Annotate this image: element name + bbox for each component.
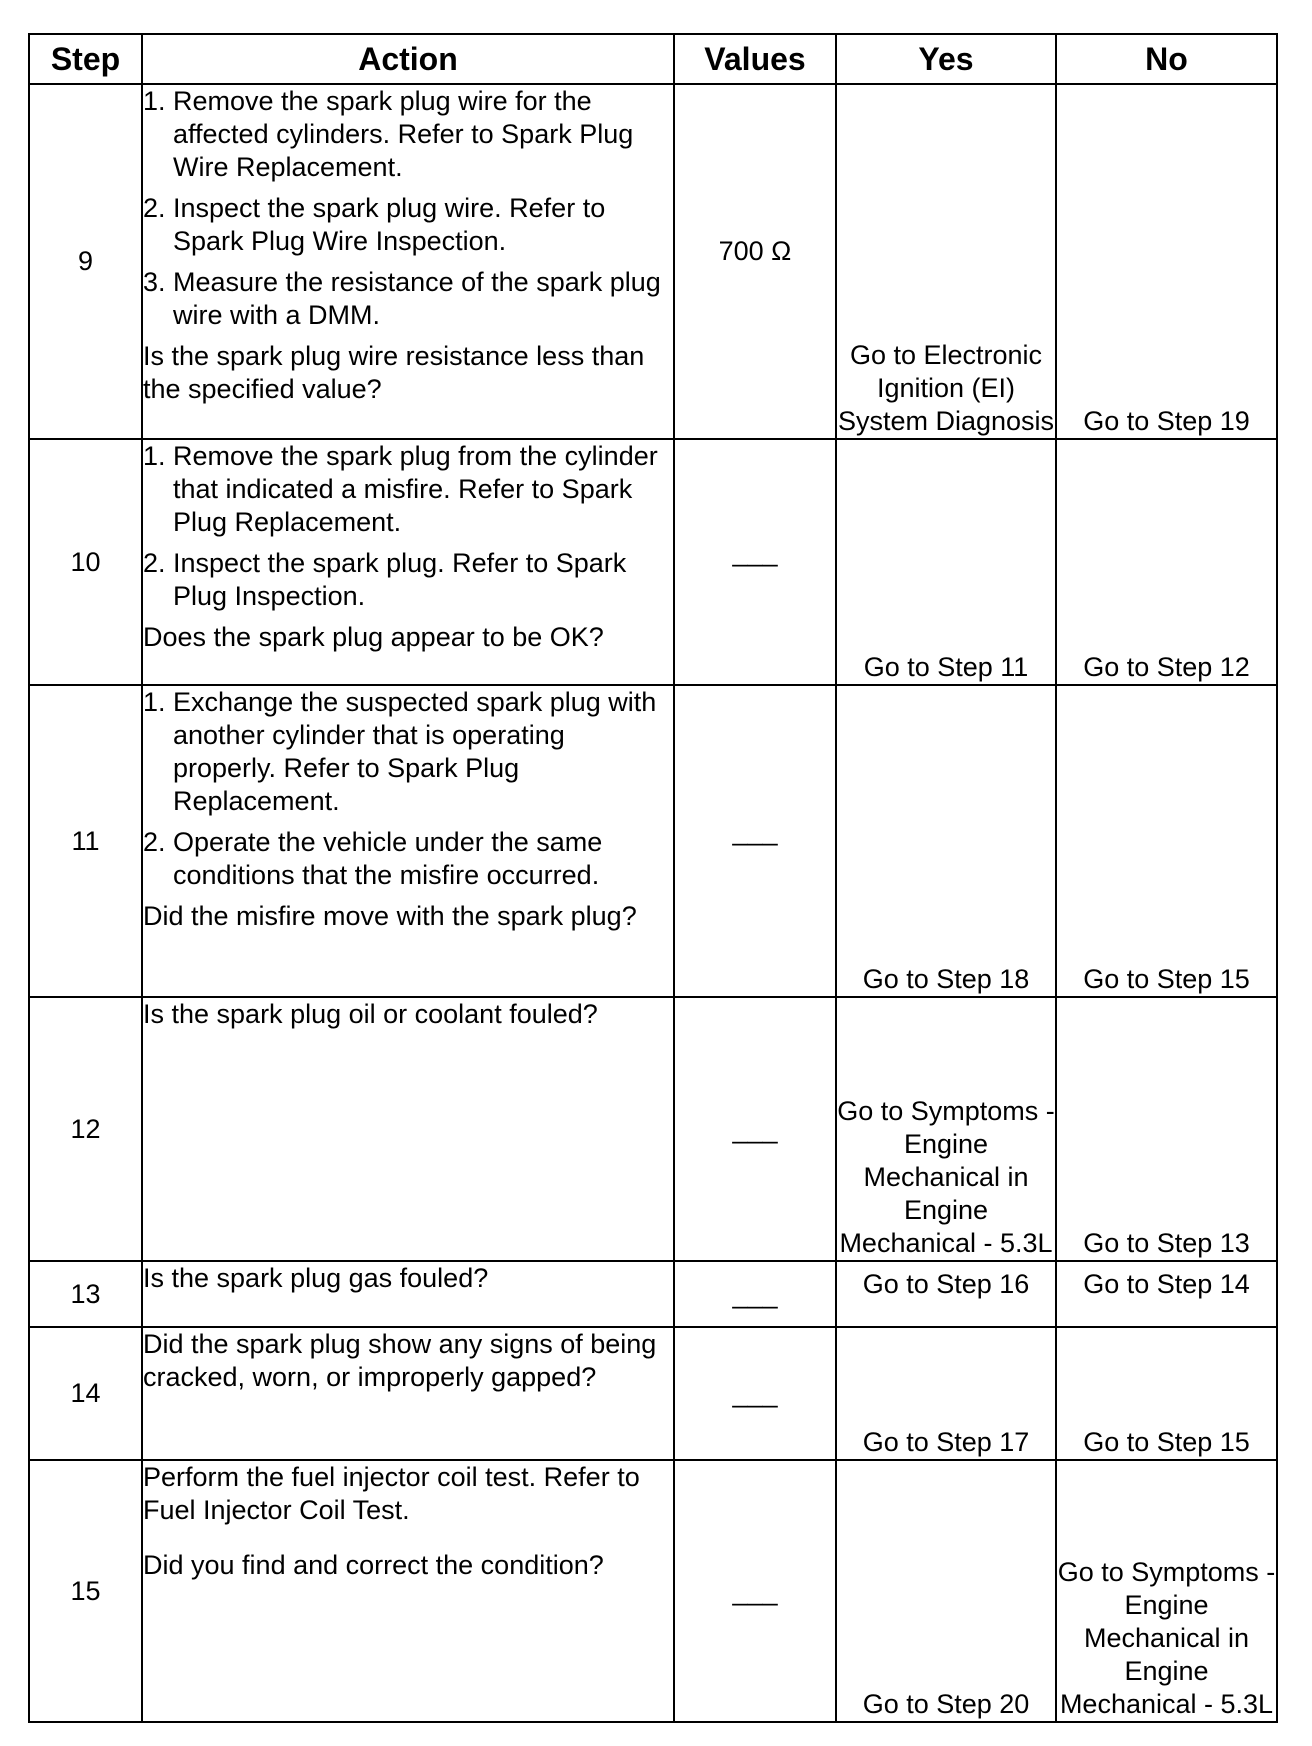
action-question: Is the spark plug gas fouled? bbox=[143, 1263, 489, 1293]
no-cell: Go to Step 14 bbox=[1056, 1261, 1277, 1327]
header-values: Values bbox=[674, 34, 836, 84]
yes-cell: Go to Electronic Ignition (EI) System Diagnosis bbox=[836, 84, 1056, 439]
value-cell bbox=[674, 84, 836, 439]
action-step: 2. Inspect the spark plug. Refer to Spark Plug Inspection. bbox=[173, 547, 673, 613]
action-step: 1. Remove the spark plug wire for the affected cylinders. Refer to Spark Plug Wire Replacement. bbox=[173, 85, 673, 184]
action-cell bbox=[142, 997, 674, 1261]
value-cell bbox=[674, 1327, 836, 1460]
value-cell bbox=[674, 1261, 836, 1327]
action-question: Did you find and correct the condition? bbox=[143, 1550, 604, 1580]
header-step: Step bbox=[29, 34, 142, 84]
action-step: 1. Remove the spark plug from the cylinder that indicated a misfire. Refer to Spark Plug Replacement. bbox=[173, 440, 673, 539]
no-cell: Go to Step 13 bbox=[1056, 997, 1277, 1261]
action-question: Does the spark plug appear to be OK? bbox=[143, 622, 604, 652]
yes-cell: Go to Step 17 bbox=[836, 1327, 1056, 1460]
step-number: 12 bbox=[29, 997, 142, 1261]
action-step: 2. Inspect the spark plug wire. Refer to Spark Plug Wire Inspection. bbox=[173, 192, 673, 258]
value-cell bbox=[674, 439, 836, 685]
action-cell bbox=[142, 1327, 674, 1460]
action-instruction: Perform the fuel injector coil test. Refer to Fuel Injector Coil Test. bbox=[143, 1462, 640, 1525]
action-steps bbox=[143, 85, 673, 332]
step-number: 15 bbox=[29, 1460, 142, 1722]
action-cell bbox=[142, 84, 674, 439]
no-cell: Go to Step 19 bbox=[1056, 84, 1277, 439]
value-text: ___ bbox=[732, 815, 778, 846]
yes-cell: Go to Step 18 bbox=[836, 685, 1056, 997]
value-cell bbox=[674, 685, 836, 997]
table-row bbox=[29, 439, 1277, 685]
header-row bbox=[29, 34, 1277, 84]
step-number: 9 bbox=[29, 84, 142, 439]
yes-cell: Go to Step 16 bbox=[836, 1261, 1056, 1327]
action-step: 1. Exchange the suspected spark plug with another cylinder that is operating properly. Refer to Spark Plug Replacement. bbox=[173, 686, 673, 818]
value-text: ___ bbox=[732, 536, 778, 567]
step-number: 10 bbox=[29, 439, 142, 685]
value-text: ___ bbox=[732, 1378, 778, 1408]
step-number: 11 bbox=[29, 685, 142, 997]
action-cell bbox=[142, 1261, 674, 1327]
action-steps bbox=[143, 686, 673, 892]
action-cell bbox=[142, 1460, 674, 1722]
no-cell: Go to Symptoms - Engine Mechanical in Engine Mechanical - 5.3L bbox=[1056, 1460, 1277, 1722]
header-yes: Yes bbox=[836, 34, 1056, 84]
value-text: ___ bbox=[732, 1113, 778, 1144]
yes-cell: Go to Step 20 bbox=[836, 1460, 1056, 1722]
action-question: Is the spark plug wire resistance less than the specified value? bbox=[143, 341, 645, 404]
value-text: ___ bbox=[732, 1575, 778, 1606]
yes-cell: Go to Symptoms - Engine Mechanical in Engine Mechanical - 5.3L bbox=[836, 997, 1056, 1261]
value-text: 700 Ω bbox=[718, 236, 792, 266]
action-cell bbox=[142, 439, 674, 685]
no-cell: Go to Step 15 bbox=[1056, 1327, 1277, 1460]
step-number: 14 bbox=[29, 1327, 142, 1460]
action-cell bbox=[142, 685, 674, 997]
table-row bbox=[29, 1327, 1277, 1460]
header-action: Action bbox=[142, 34, 674, 84]
action-step: 2. Operate the vehicle under the same conditions that the misfire occurred. bbox=[173, 826, 673, 892]
table-row bbox=[29, 997, 1277, 1261]
action-step: 3. Measure the resistance of the spark plug wire with a DMM. bbox=[173, 266, 673, 332]
value-cell bbox=[674, 997, 836, 1261]
header-no: No bbox=[1056, 34, 1277, 84]
value-cell bbox=[674, 1460, 836, 1722]
table-row bbox=[29, 685, 1277, 997]
action-question: Is the spark plug oil or coolant fouled? bbox=[143, 999, 598, 1029]
table-row bbox=[29, 1460, 1277, 1722]
action-question: Did the spark plug show any signs of being cracked, worn, or improperly gapped? bbox=[143, 1329, 657, 1392]
step-number: 13 bbox=[29, 1261, 142, 1327]
table-row bbox=[29, 1261, 1277, 1327]
value-text: ___ bbox=[732, 1278, 778, 1309]
no-cell: Go to Step 12 bbox=[1056, 439, 1277, 685]
yes-cell: Go to Step 11 bbox=[836, 439, 1056, 685]
no-cell: Go to Step 15 bbox=[1056, 685, 1277, 997]
table-row bbox=[29, 84, 1277, 439]
diagnostic-table bbox=[28, 33, 1278, 1723]
action-question: Did the misfire move with the spark plug? bbox=[143, 901, 637, 931]
action-steps bbox=[143, 440, 673, 613]
